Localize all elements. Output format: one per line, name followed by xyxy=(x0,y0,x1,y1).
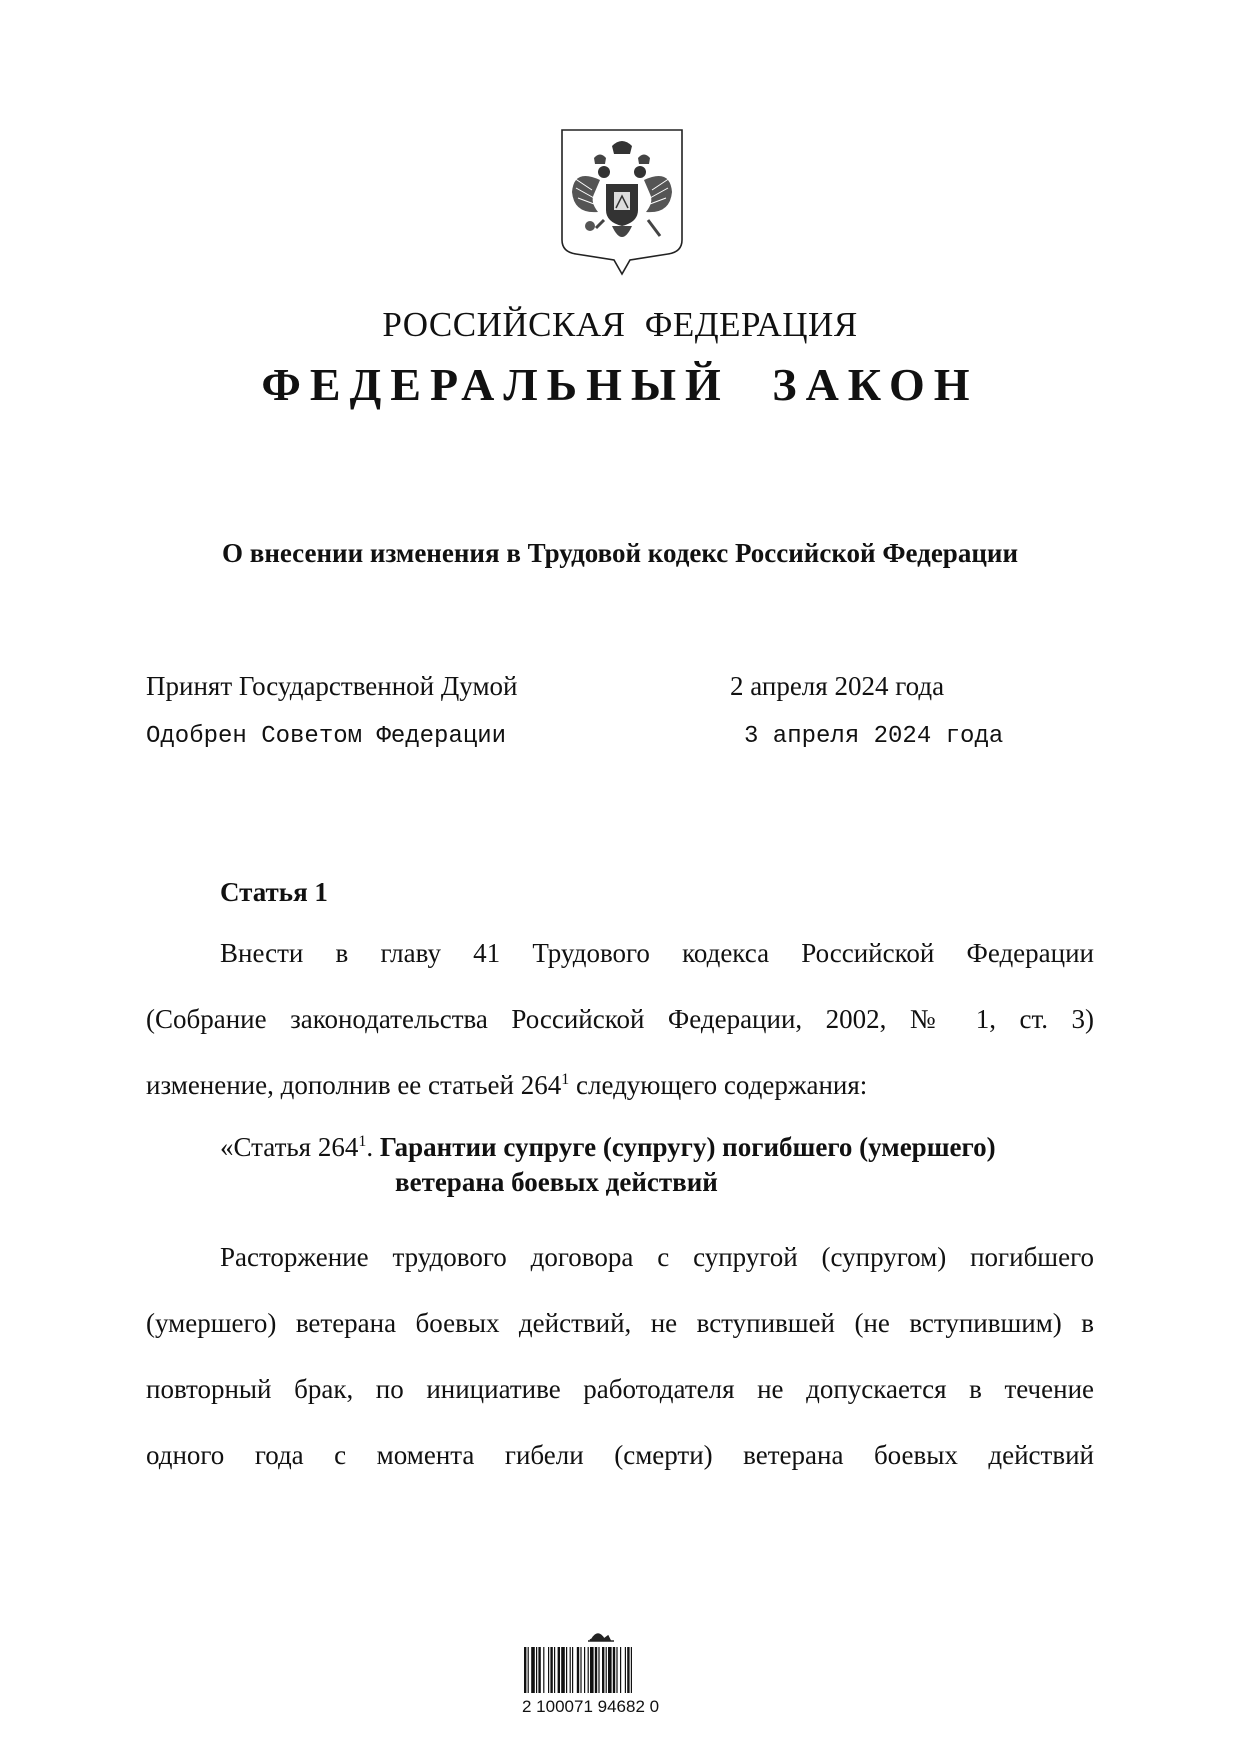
adoption-date: 2 апреля 2024 года xyxy=(730,671,945,701)
coat-of-arms-emblem-icon xyxy=(560,128,684,278)
barcode-bar xyxy=(561,1647,565,1693)
barcode-bar xyxy=(590,1647,594,1693)
paragraph-text: изменение, дополнив ее статьей 264 xyxy=(146,1070,562,1100)
barcode-graphic xyxy=(522,1625,680,1695)
barcode-number: 2 100071 94682 0 xyxy=(522,1697,660,1716)
barcode-bar xyxy=(531,1647,535,1693)
approval-date: 3 апреля 2024 года xyxy=(744,723,1004,750)
barcode-bar xyxy=(584,1647,585,1693)
barcode-bar xyxy=(613,1647,615,1693)
barcode-bar xyxy=(538,1647,540,1693)
new-article-heading xyxy=(220,1132,996,1163)
country-name: РОССИЙСКАЯ ФЕДЕРАЦИЯ xyxy=(382,305,858,344)
paragraph-line: повторный брак, по инициативе работодателя не допускается в течение xyxy=(146,1374,1094,1404)
paragraph-text: следующего содержания: xyxy=(569,1070,868,1100)
barcode-bar xyxy=(580,1647,581,1693)
barcode-bar xyxy=(548,1647,549,1693)
barcode xyxy=(522,1625,680,1695)
paragraph-line: Расторжение трудового договора с супругой (супругом) погибшего xyxy=(220,1242,1094,1272)
barcode-bar xyxy=(550,1647,552,1693)
barcode-bar xyxy=(616,1647,617,1693)
new-article-dot: . xyxy=(366,1132,380,1162)
barcode-bar xyxy=(572,1647,573,1693)
barcode-bar xyxy=(631,1647,632,1693)
barcode-bar xyxy=(602,1647,604,1693)
document-type: ФЕДЕРАЛЬНЫЙ ЗАКОН xyxy=(261,359,979,410)
barcode-bar xyxy=(554,1647,555,1693)
barcode-bar xyxy=(627,1647,629,1693)
barcode-bar xyxy=(536,1647,537,1693)
new-article-prefix: «Статья 264 xyxy=(220,1132,359,1162)
barcode-bar xyxy=(625,1647,626,1693)
paragraph-line: одного года с момента гибели (смерти) ветерана боевых действий xyxy=(146,1440,1094,1470)
superscript: 1 xyxy=(561,1071,570,1088)
barcode-bar xyxy=(543,1647,544,1693)
barcode-bar xyxy=(620,1647,621,1693)
barcode-bar xyxy=(566,1647,567,1693)
law-title: О внесении изменения в Трудовой кодекс Российской Федерации xyxy=(221,538,1018,568)
article-heading: Статья 1 xyxy=(220,877,328,907)
barcode-bar xyxy=(608,1647,612,1693)
paragraph-line xyxy=(146,1070,1094,1101)
new-article-title-continued: ветерана боевых действий xyxy=(395,1167,718,1197)
barcode-bar xyxy=(577,1647,579,1693)
paragraph-line: (умершего) ветерана боевых действий, не вступившей (не вступившим) в xyxy=(146,1308,1094,1338)
paragraph-line: Внести в главу 41 Трудового кодекса Российской Федерации xyxy=(220,938,1094,968)
barcode-bar xyxy=(558,1647,560,1693)
barcode-bar xyxy=(570,1647,571,1693)
superscript: 1 xyxy=(358,1133,367,1150)
barcode-bar xyxy=(598,1647,599,1693)
adoption-label: Принят Государственной Думой xyxy=(146,671,518,701)
barcode-bar xyxy=(588,1647,589,1693)
barcode-bar xyxy=(528,1647,529,1693)
barcode-bar xyxy=(606,1647,607,1693)
paragraph-line: (Собрание законодательства Российской Федерации, 2002, № 1, ст. 3) xyxy=(146,1004,1094,1034)
barcode-bar xyxy=(595,1647,597,1693)
new-article-title: Гарантии супруге (супругу) погибшего (умершего) xyxy=(379,1132,996,1162)
barcode-bar xyxy=(524,1647,526,1693)
approval-label: Одобрен Советом Федерации xyxy=(146,723,507,750)
